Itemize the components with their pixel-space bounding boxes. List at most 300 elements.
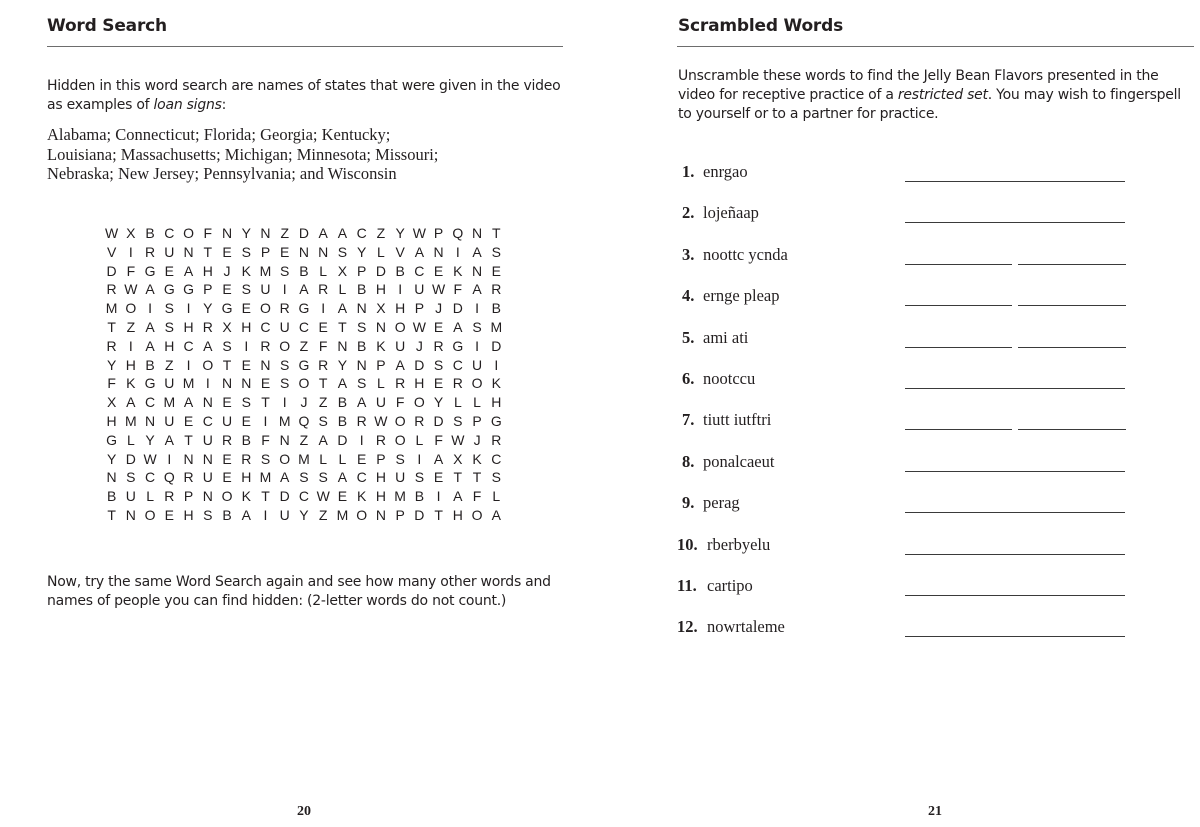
grid-letter[interactable]: H <box>491 394 502 411</box>
grid-letter[interactable]: Z <box>299 337 309 354</box>
grid-letter[interactable]: O <box>413 394 425 411</box>
grid-letter[interactable]: D <box>125 450 136 467</box>
grid-letter[interactable]: A <box>337 375 348 392</box>
grid-letter[interactable]: V <box>106 243 117 260</box>
grid-letter[interactable]: E <box>318 318 328 335</box>
grid-letter[interactable]: I <box>244 337 249 354</box>
grid-letter[interactable]: M <box>278 412 291 429</box>
grid-letter[interactable]: A <box>433 450 444 467</box>
grid-letter[interactable]: H <box>106 412 117 429</box>
grid-letter[interactable]: I <box>417 450 422 467</box>
grid-letter[interactable]: W <box>143 450 157 467</box>
grid-letter[interactable]: N <box>279 431 290 448</box>
grid-letter[interactable]: S <box>414 469 425 486</box>
grid-letter[interactable]: B <box>145 225 155 241</box>
grid-letter[interactable]: N <box>221 225 233 241</box>
answer-blank[interactable] <box>1018 429 1126 430</box>
answer-blank[interactable] <box>905 595 1125 596</box>
grid-letter[interactable]: W <box>105 225 119 241</box>
grid-letter[interactable]: L <box>319 262 328 279</box>
grid-letter[interactable]: S <box>491 469 501 486</box>
grid-letter[interactable]: L <box>377 375 385 392</box>
grid-letter[interactable]: U <box>202 469 213 486</box>
grid-letter[interactable]: T <box>434 506 443 523</box>
grid-letter[interactable]: R <box>183 469 194 486</box>
grid-letter[interactable]: W <box>374 412 388 429</box>
grid-letter[interactable]: I <box>263 506 268 523</box>
grid-letter[interactable]: X <box>222 318 232 335</box>
grid-letter[interactable]: B <box>337 394 348 411</box>
grid-letter[interactable]: U <box>164 375 175 392</box>
grid-letter[interactable]: N <box>260 225 271 241</box>
grid-letter[interactable]: K <box>126 375 136 392</box>
grid-letter[interactable]: K <box>241 262 251 279</box>
grid-letter[interactable]: O <box>279 337 291 354</box>
grid-letter[interactable]: I <box>128 243 133 260</box>
grid-letter[interactable]: Z <box>299 431 309 448</box>
grid-letter[interactable]: Z <box>376 225 386 241</box>
grid-letter[interactable]: S <box>453 412 463 429</box>
grid-letter[interactable]: A <box>164 431 174 448</box>
grid-letter[interactable]: C <box>145 469 156 486</box>
grid-letter[interactable]: S <box>280 262 290 279</box>
grid-letter[interactable]: F <box>107 375 116 392</box>
grid-letter[interactable]: P <box>414 300 425 317</box>
grid-letter[interactable]: O <box>394 318 406 335</box>
grid-letter[interactable]: R <box>318 356 329 373</box>
grid-letter[interactable]: U <box>279 318 290 335</box>
grid-letter[interactable]: A <box>241 506 251 523</box>
grid-letter[interactable]: F <box>318 337 328 354</box>
grid-letter[interactable]: A <box>453 318 463 335</box>
grid-letter[interactable]: E <box>337 488 348 505</box>
grid-letter[interactable]: G <box>183 281 194 298</box>
answer-blank[interactable] <box>905 222 1125 223</box>
grid-letter[interactable]: S <box>222 337 232 354</box>
grid-letter[interactable]: K <box>472 450 482 467</box>
grid-letter[interactable]: E <box>183 412 194 429</box>
grid-letter[interactable]: R <box>260 337 271 354</box>
grid-letter[interactable]: L <box>492 488 501 505</box>
grid-letter[interactable]: I <box>186 300 191 317</box>
grid-letter[interactable]: O <box>125 300 137 317</box>
grid-letter[interactable]: S <box>318 469 328 486</box>
grid-letter[interactable]: P <box>356 262 367 279</box>
grid-letter[interactable]: U <box>164 243 175 260</box>
grid-letter[interactable]: N <box>472 225 483 241</box>
grid-letter[interactable]: I <box>167 450 172 467</box>
grid-letter[interactable]: C <box>260 318 271 335</box>
grid-letter[interactable]: D <box>298 225 310 241</box>
grid-letter[interactable]: D <box>106 262 117 279</box>
grid-letter[interactable]: Z <box>318 394 328 411</box>
grid-letter[interactable]: D <box>414 356 425 373</box>
grid-letter[interactable]: R <box>395 375 406 392</box>
grid-letter[interactable]: O <box>471 506 483 523</box>
grid-letter[interactable]: U <box>395 469 406 486</box>
grid-letter[interactable]: M <box>336 506 349 523</box>
grid-letter[interactable]: N <box>298 243 310 260</box>
grid-letter[interactable]: S <box>472 318 482 335</box>
grid-letter[interactable]: A <box>126 394 136 411</box>
grid-letter[interactable]: H <box>452 506 463 523</box>
grid-letter[interactable]: P <box>376 356 386 373</box>
grid-letter[interactable]: O <box>144 506 156 523</box>
grid-letter[interactable]: T <box>107 318 116 335</box>
answer-blank[interactable] <box>905 305 1012 306</box>
grid-letter[interactable]: E <box>433 375 444 392</box>
grid-letter[interactable]: R <box>491 431 502 448</box>
grid-letter[interactable]: A <box>356 394 367 411</box>
grid-letter[interactable]: H <box>414 375 425 392</box>
grid-letter[interactable]: I <box>282 394 287 411</box>
grid-letter[interactable]: I <box>186 356 191 373</box>
grid-letter[interactable]: K <box>356 488 367 505</box>
grid-letter[interactable]: A <box>337 469 348 486</box>
grid-letter[interactable]: A <box>145 281 155 298</box>
grid-letter[interactable]: N <box>202 394 213 411</box>
grid-letter[interactable]: T <box>492 225 501 241</box>
grid-letter[interactable]: Y <box>299 506 309 523</box>
grid-letter[interactable]: S <box>337 243 348 260</box>
grid-letter[interactable]: C <box>183 337 194 354</box>
grid-letter[interactable]: P <box>433 225 444 241</box>
answer-blank[interactable] <box>905 347 1012 348</box>
grid-letter[interactable]: R <box>221 431 233 448</box>
grid-letter[interactable]: C <box>414 262 425 279</box>
grid-letter[interactable]: D <box>433 412 444 429</box>
grid-letter[interactable]: O <box>356 506 368 523</box>
grid-letter[interactable]: L <box>126 431 135 448</box>
grid-letter[interactable]: Y <box>356 243 367 260</box>
grid-letter[interactable]: S <box>126 469 136 486</box>
answer-blank[interactable] <box>1018 264 1126 265</box>
grid-letter[interactable]: L <box>338 450 347 467</box>
grid-letter[interactable]: S <box>164 318 174 335</box>
grid-letter[interactable]: B <box>106 488 117 505</box>
grid-letter[interactable]: S <box>280 375 290 392</box>
grid-letter[interactable]: R <box>414 412 425 429</box>
grid-letter[interactable]: Z <box>165 356 174 373</box>
grid-letter[interactable]: H <box>202 262 213 279</box>
grid-letter[interactable]: E <box>433 318 444 335</box>
grid-letter[interactable]: P <box>376 450 386 467</box>
grid-letter[interactable]: N <box>375 506 386 523</box>
grid-letter[interactable]: U <box>164 412 175 429</box>
answer-blank[interactable] <box>905 264 1012 265</box>
grid-letter[interactable]: R <box>318 281 329 298</box>
grid-letter[interactable]: N <box>183 243 194 260</box>
grid-letter[interactable]: K <box>491 375 501 392</box>
answer-blank[interactable] <box>1018 347 1126 348</box>
answer-blank[interactable] <box>905 512 1125 513</box>
grid-letter[interactable]: H <box>125 356 136 373</box>
grid-letter[interactable]: E <box>433 469 444 486</box>
grid-letter[interactable]: Y <box>106 356 117 373</box>
grid-letter[interactable]: U <box>260 281 271 298</box>
grid-letter[interactable]: H <box>241 318 252 335</box>
grid-letter[interactable]: H <box>164 337 175 354</box>
grid-letter[interactable]: I <box>282 281 287 298</box>
grid-letter[interactable]: E <box>241 412 251 429</box>
grid-letter[interactable]: S <box>395 450 405 467</box>
grid-letter[interactable]: B <box>337 412 348 429</box>
grid-letter[interactable]: S <box>433 356 444 373</box>
grid-letter[interactable]: F <box>395 394 405 411</box>
grid-letter[interactable]: P <box>472 412 482 429</box>
grid-letter[interactable]: F <box>472 488 482 505</box>
grid-letter[interactable]: K <box>241 488 251 505</box>
grid-letter[interactable]: P <box>260 243 271 260</box>
grid-letter[interactable]: G <box>144 262 156 279</box>
grid-letter[interactable]: Y <box>395 225 405 241</box>
grid-letter[interactable]: S <box>241 243 251 260</box>
grid-letter[interactable]: A <box>337 225 348 241</box>
grid-letter[interactable]: W <box>451 431 465 448</box>
grid-letter[interactable]: N <box>337 337 348 354</box>
grid-letter[interactable]: E <box>222 469 232 486</box>
grid-letter[interactable]: P <box>183 488 194 505</box>
grid-letter[interactable]: S <box>356 318 367 335</box>
grid-letter[interactable]: S <box>318 412 328 429</box>
grid-letter[interactable]: R <box>356 412 367 429</box>
grid-letter[interactable]: N <box>241 375 252 392</box>
grid-letter[interactable]: G <box>106 431 118 448</box>
grid-letter[interactable]: F <box>453 281 463 298</box>
grid-letter[interactable]: Q <box>452 225 464 241</box>
grid-letter[interactable]: W <box>412 318 426 335</box>
grid-letter[interactable]: N <box>375 318 386 335</box>
grid-letter[interactable]: R <box>279 300 290 317</box>
grid-letter[interactable]: T <box>453 469 463 486</box>
grid-letter[interactable]: Y <box>337 356 348 373</box>
grid-letter[interactable]: I <box>263 412 268 429</box>
grid-letter[interactable]: R <box>106 337 117 354</box>
grid-letter[interactable]: K <box>453 262 463 279</box>
grid-letter[interactable]: L <box>319 450 328 467</box>
grid-letter[interactable]: J <box>415 337 423 354</box>
grid-letter[interactable]: N <box>318 243 329 260</box>
grid-letter[interactable]: B <box>299 262 309 279</box>
grid-letter[interactable]: N <box>472 262 483 279</box>
grid-letter[interactable]: S <box>280 356 290 373</box>
grid-letter[interactable]: U <box>221 412 233 429</box>
grid-letter[interactable]: E <box>241 356 251 373</box>
grid-letter[interactable]: O <box>202 356 214 373</box>
grid-letter[interactable]: R <box>241 450 252 467</box>
grid-letter[interactable]: N <box>202 488 213 505</box>
grid-letter[interactable]: C <box>145 394 156 411</box>
grid-letter[interactable]: E <box>356 450 367 467</box>
grid-letter[interactable]: D <box>279 488 290 505</box>
grid-letter[interactable]: K <box>376 337 386 354</box>
answer-blank[interactable] <box>905 471 1125 472</box>
grid-letter[interactable]: M <box>394 488 406 505</box>
grid-letter[interactable]: D <box>375 262 386 279</box>
grid-letter[interactable]: A <box>183 262 194 279</box>
grid-letter[interactable]: D <box>452 300 463 317</box>
grid-letter[interactable]: Y <box>106 450 117 467</box>
grid-letter[interactable]: A <box>337 300 348 317</box>
grid-letter[interactable]: H <box>375 469 386 486</box>
grid-letter[interactable]: B <box>356 337 367 354</box>
grid-letter[interactable]: N <box>356 300 367 317</box>
grid-letter[interactable]: T <box>222 356 232 373</box>
grid-letter[interactable]: S <box>164 300 174 317</box>
grid-letter[interactable]: M <box>182 375 195 392</box>
grid-letter[interactable]: I <box>398 281 403 298</box>
grid-letter[interactable]: U <box>125 488 136 505</box>
grid-letter[interactable]: M <box>259 262 272 279</box>
grid-letter[interactable]: S <box>260 450 271 467</box>
grid-letter[interactable]: J <box>435 300 443 317</box>
grid-letter[interactable]: O <box>471 375 483 392</box>
grid-letter[interactable]: E <box>222 281 232 298</box>
grid-letter[interactable]: C <box>356 469 367 486</box>
grid-letter[interactable]: O <box>183 225 194 241</box>
grid-letter[interactable]: F <box>434 431 443 448</box>
grid-letter[interactable]: R <box>164 488 175 505</box>
grid-letter[interactable]: S <box>241 281 251 298</box>
grid-letter[interactable]: M <box>490 318 503 335</box>
grid-letter[interactable]: C <box>356 225 367 241</box>
grid-letter[interactable]: M <box>105 300 118 317</box>
grid-letter[interactable]: I <box>128 337 133 354</box>
grid-letter[interactable]: H <box>395 300 406 317</box>
grid-letter[interactable]: C <box>164 225 175 241</box>
grid-letter[interactable]: A <box>318 225 328 241</box>
grid-letter[interactable]: M <box>259 469 272 486</box>
grid-letter[interactable]: A <box>453 488 463 505</box>
grid-letter[interactable]: H <box>241 469 252 486</box>
grid-letter[interactable]: A <box>280 469 290 486</box>
grid-letter[interactable]: E <box>241 300 251 317</box>
grid-letter[interactable]: I <box>455 243 460 260</box>
grid-letter[interactable]: A <box>491 506 501 523</box>
grid-letter[interactable]: S <box>299 469 309 486</box>
grid-letter[interactable]: T <box>338 318 347 335</box>
grid-letter[interactable]: Y <box>145 431 155 448</box>
grid-letter[interactable]: R <box>433 337 444 354</box>
grid-letter[interactable]: D <box>491 337 502 354</box>
grid-letter[interactable]: S <box>356 375 367 392</box>
answer-blank[interactable] <box>905 181 1125 182</box>
grid-letter[interactable]: F <box>203 225 213 241</box>
grid-letter[interactable]: G <box>298 356 310 373</box>
grid-letter[interactable]: P <box>395 506 405 523</box>
grid-letter[interactable]: E <box>222 243 232 260</box>
answer-blank[interactable] <box>905 636 1125 637</box>
grid-letter[interactable]: E <box>280 243 290 260</box>
grid-letter[interactable]: X <box>376 300 386 317</box>
grid-letter[interactable]: O <box>279 450 291 467</box>
grid-letter[interactable]: I <box>205 375 210 392</box>
grid-letter[interactable]: L <box>377 243 385 260</box>
grid-letter[interactable]: H <box>375 281 386 298</box>
grid-letter[interactable]: X <box>453 450 463 467</box>
grid-letter[interactable]: S <box>203 506 213 523</box>
grid-letter[interactable]: D <box>414 506 425 523</box>
answer-blank[interactable] <box>905 429 1012 430</box>
grid-letter[interactable]: U <box>472 356 483 373</box>
grid-letter[interactable]: S <box>241 394 251 411</box>
grid-letter[interactable]: O <box>394 412 406 429</box>
grid-letter[interactable]: F <box>126 262 136 279</box>
grid-letter[interactable]: N <box>356 356 367 373</box>
grid-letter[interactable]: L <box>146 488 154 505</box>
grid-letter[interactable]: Y <box>241 225 251 241</box>
grid-letter[interactable]: T <box>107 506 116 523</box>
grid-letter[interactable]: A <box>472 243 482 260</box>
grid-letter[interactable]: S <box>491 243 501 260</box>
grid-letter[interactable]: F <box>261 431 270 448</box>
grid-letter[interactable]: U <box>375 394 386 411</box>
grid-letter[interactable]: T <box>318 375 328 392</box>
grid-letter[interactable]: H <box>183 506 194 523</box>
grid-letter[interactable]: J <box>300 394 308 411</box>
grid-letter[interactable]: N <box>145 412 156 429</box>
grid-letter[interactable]: A <box>299 281 309 298</box>
grid-letter[interactable]: X <box>337 262 348 279</box>
grid-letter[interactable]: C <box>298 488 310 505</box>
grid-letter[interactable]: E <box>260 375 271 392</box>
grid-letter[interactable]: C <box>491 450 502 467</box>
grid-letter[interactable]: R <box>375 431 386 448</box>
grid-letter[interactable]: Z <box>126 318 136 335</box>
grid-letter[interactable]: T <box>203 243 213 260</box>
grid-letter[interactable]: N <box>260 356 271 373</box>
grid-letter[interactable]: A <box>318 431 328 448</box>
grid-letter[interactable]: U <box>395 337 406 354</box>
grid-letter[interactable]: V <box>395 243 405 260</box>
grid-letter[interactable]: U <box>279 506 290 523</box>
grid-letter[interactable]: T <box>472 469 482 486</box>
grid-letter[interactable]: R <box>145 243 156 260</box>
grid-letter[interactable]: L <box>453 394 462 411</box>
grid-letter[interactable]: I <box>359 431 364 448</box>
grid-letter[interactable]: U <box>202 431 213 448</box>
grid-letter[interactable]: Q <box>298 412 310 429</box>
grid-letter[interactable]: N <box>106 469 117 486</box>
grid-letter[interactable]: I <box>321 300 326 317</box>
grid-letter[interactable]: N <box>202 450 213 467</box>
grid-letter[interactable]: D <box>337 431 348 448</box>
grid-letter[interactable]: A <box>395 356 405 373</box>
grid-letter[interactable]: A <box>472 281 482 298</box>
grid-letter[interactable]: I <box>475 337 480 354</box>
grid-letter[interactable]: I <box>148 300 153 317</box>
grid-letter[interactable]: X <box>126 225 136 241</box>
grid-letter[interactable]: M <box>163 394 176 411</box>
grid-letter[interactable]: H <box>375 488 386 505</box>
grid-letter[interactable]: N <box>125 506 136 523</box>
grid-letter[interactable]: A <box>203 337 213 354</box>
grid-letter[interactable]: A <box>145 337 155 354</box>
grid-letter[interactable]: W <box>124 281 138 298</box>
grid-letter[interactable]: X <box>106 394 117 411</box>
grid-letter[interactable]: G <box>221 300 233 317</box>
grid-letter[interactable]: L <box>473 394 481 411</box>
grid-letter[interactable]: E <box>222 450 232 467</box>
grid-letter[interactable]: O <box>260 300 271 317</box>
grid-letter[interactable]: M <box>125 412 137 429</box>
answer-blank[interactable] <box>905 554 1125 555</box>
grid-letter[interactable]: L <box>338 281 347 298</box>
answer-blank[interactable] <box>905 388 1125 389</box>
grid-letter[interactable]: M <box>298 450 310 467</box>
grid-letter[interactable]: H <box>183 318 194 335</box>
grid-letter[interactable]: B <box>145 356 155 373</box>
